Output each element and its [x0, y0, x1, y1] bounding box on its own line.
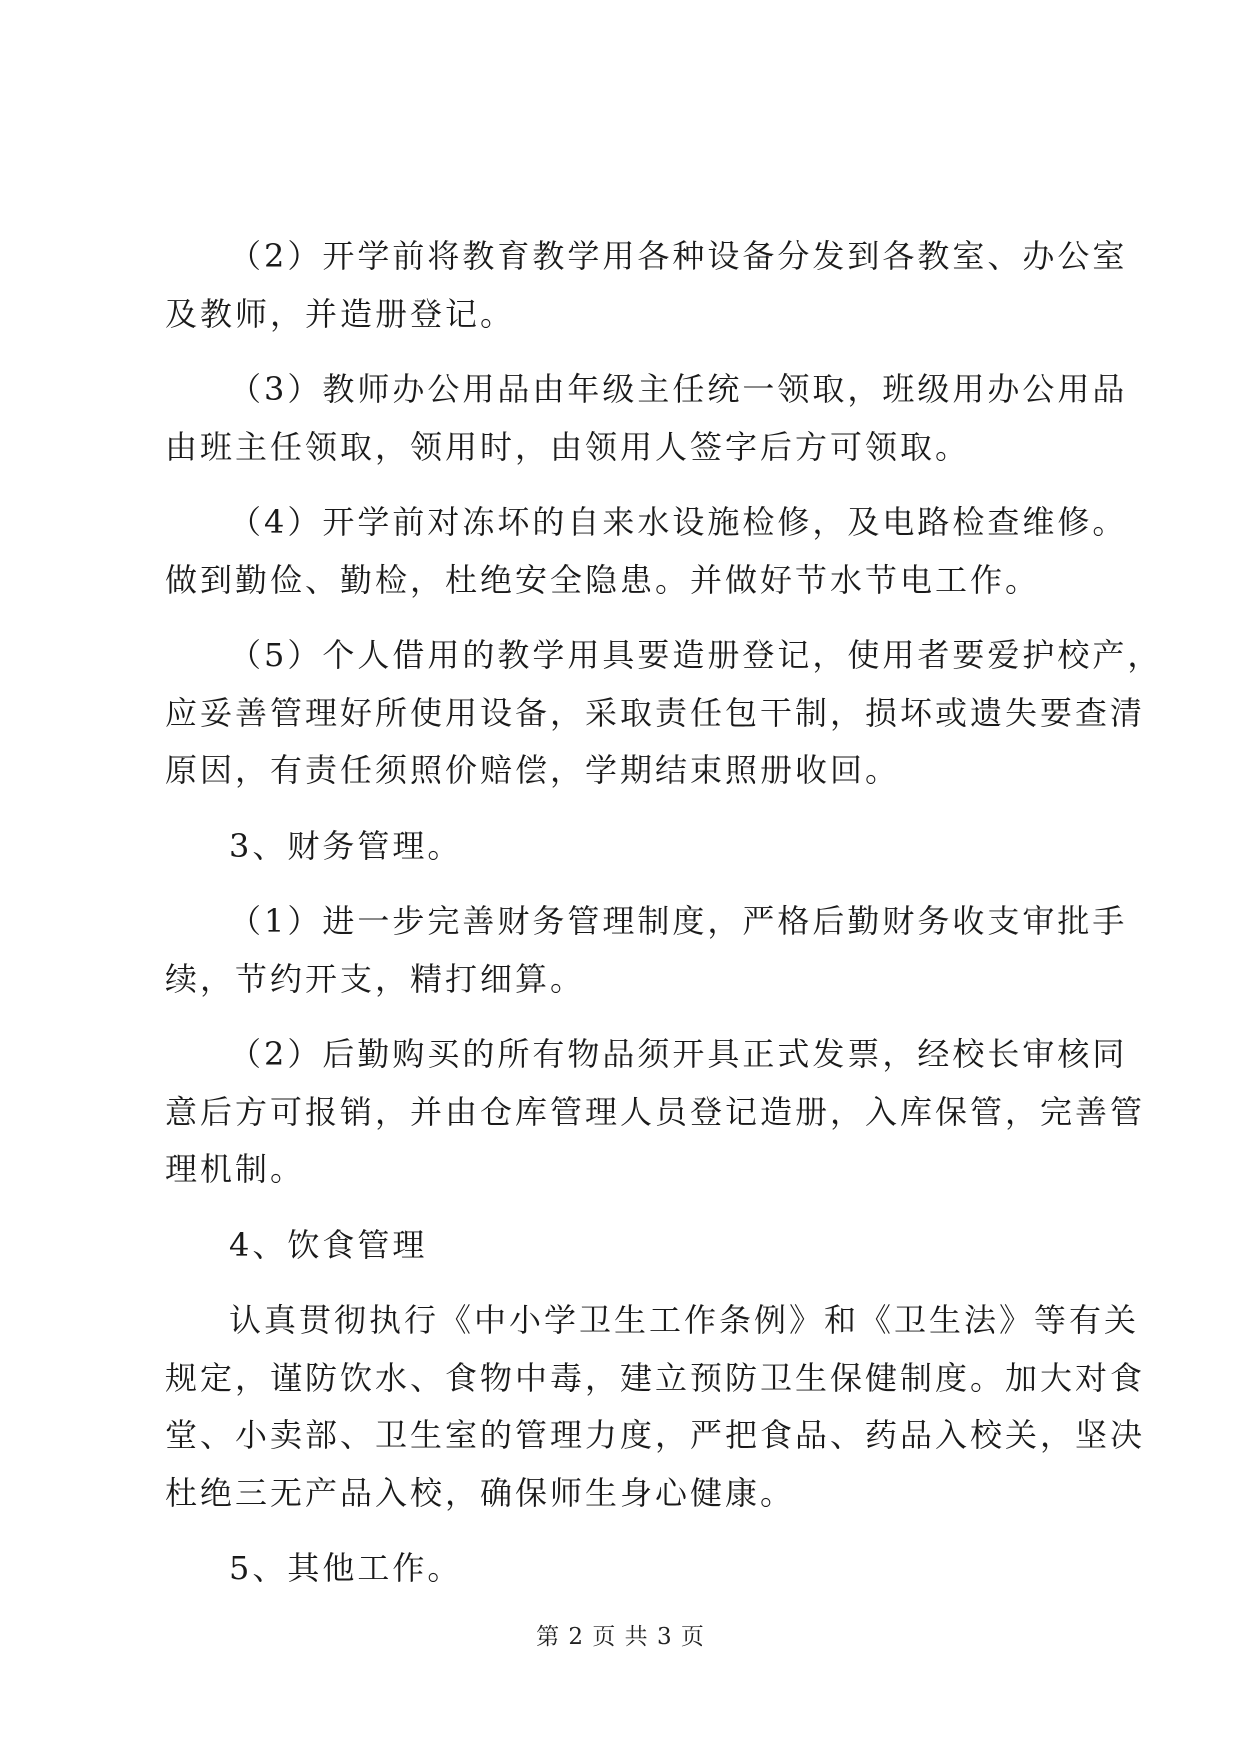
paragraph-line: （2）开学前将教育教学用各种设备分发到各教室、办公室 [229, 237, 1128, 275]
paragraph-line: （3）教师办公用品由年级主任统一领取，班级用办公用品 [229, 370, 1128, 408]
paragraph-line: （1）进一步完善财务管理制度，严格后勤财务收支审批手 [229, 902, 1128, 940]
paragraph-line: 规定，谨防饮水、食物中毒，建立预防卫生保健制度。加大对食 [165, 1358, 1146, 1397]
paragraph-line: （5）个人借用的教学用具要造册登记，使用者要爱护校产， [229, 636, 1163, 674]
document-body [165, 228, 1163, 1598]
page-number-footer: 第 2 页 共 3 页 [536, 1624, 705, 1650]
paragraph-item-3-office-supplies [165, 361, 1128, 476]
paragraph-item-4-repairs [165, 494, 1128, 609]
paragraph-line: 做到勤俭、勤检，杜绝安全隐患。并做好节水节电工作。 [165, 560, 1041, 599]
paragraph-line: （2）后勤购买的所有物品须开具正式发票，经校长审核同 [229, 1035, 1128, 1073]
paragraph-line: 由班主任领取，领用时，由领用人签字后方可领取。 [165, 427, 971, 466]
paragraph-line: 意后方可报销，并由仓库管理人员登记造册，入库保管，完善管 [165, 1092, 1146, 1131]
paragraph-item-5-borrowed-equipment [165, 627, 1163, 800]
section-heading-text: 3、财务管理。 [229, 826, 463, 865]
paragraph-line: （4）开学前对冻坏的自来水设施检修，及电路检查维修。 [229, 503, 1128, 541]
paragraph-item-2-distribute-equipment [165, 228, 1128, 343]
paragraph-line: 杜绝三无产品入校，确保师生身心健康。 [165, 1473, 796, 1512]
paragraph-line: 认真贯彻执行《中小学卫生工作条例》和《卫生法》等有关 [229, 1301, 1140, 1339]
section-heading-text: 5、其他工作。 [229, 1549, 463, 1587]
paragraph-line: 及教师，并造册登记。 [165, 294, 516, 333]
section-heading-text: 4、饮食管理 [229, 1225, 428, 1264]
paragraph-line: 原因，有责任须照价赔偿，学期结束照册收回。 [165, 751, 901, 789]
paragraph-line: 应妥善管理好所使用设备，采取责任包干制，损坏或遗失要查清 [165, 693, 1146, 732]
paragraph-line: 理机制。 [165, 1150, 306, 1188]
section-heading-catering [165, 1217, 1085, 1275]
paragraph-hygiene-regulations [165, 1292, 1146, 1522]
paragraph-line: 续，节约开支，精打细算。 [165, 959, 586, 998]
paragraph-line: 堂、小卖部、卫生室的管理力度，严把食品、药品入校关，坚决 [165, 1416, 1146, 1454]
section-heading-other-work [165, 1540, 1085, 1598]
section-heading-finance [165, 818, 1085, 876]
paragraph-item-2-purchases [165, 1026, 1146, 1199]
paragraph-item-1-finance-system [165, 893, 1128, 1008]
